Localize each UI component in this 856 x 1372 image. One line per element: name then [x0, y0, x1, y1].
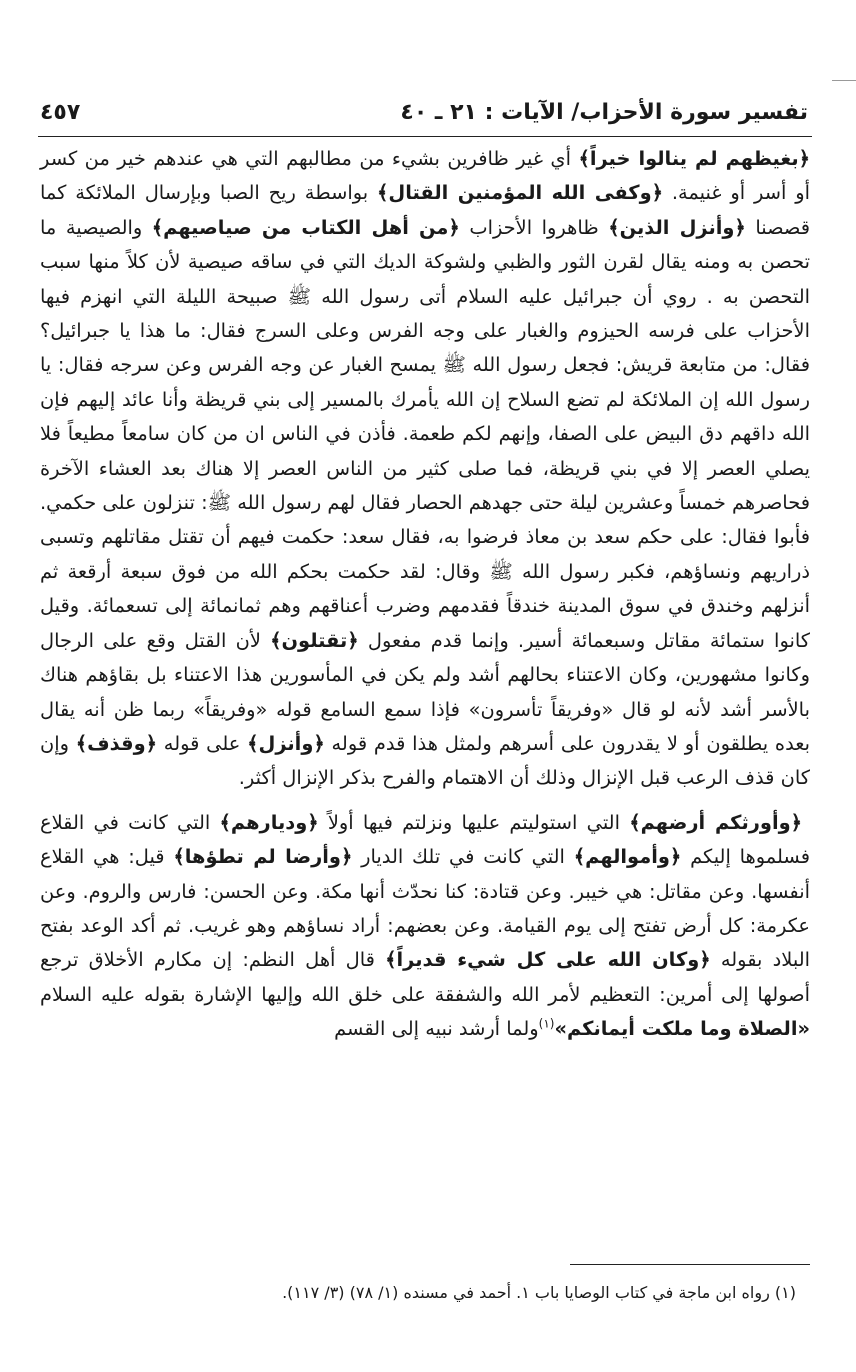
text-run: وإن كان قذف الرعب قبل الإنزال وذلك أن الاهتمام والفرح بذكر الإنزال أكثر.	[40, 731, 810, 790]
text-run: والصيصية ما تحصن به ومنه يقال لقرن الثور والظبي ولشوكة الديك التي في ساقه صيصية لأن كلاً منها سبب التحصن به . روي أن جبرائيل عليه السلام أتى رسول الله ﷺ صبيحة الليلة التي انهزم فيها الأحزاب على فرسه الحيزوم والغبار على وجه الفرس وعلى السرج فقال: ما هذا يا جبرائيل؟ فقال: من متابعة قريش: فجعل رسول الله ﷺ يمسح الغبار عن وجه الفرس وعن سرجه فقال: يا رسول الله إن الملائكة لم تضع السلاح إن الله يأمرك بالمسير إلى بني قريظة وأنا عائد إليهم فإن الله داقهم دق البيض على الصفا، وإنهم لكم طعمة. فأذن في الناس ان من كان سامعاً مطيعاً فلا يصلي العصر إلا في بني قريظة، فما صلى كثير من الناس العصر إلا هناك بعد العشاء الآخرة فحاصرهم خمساً وعشرين ليلة حتى جهدهم الحصار فقال لهم رسول الله ﷺ: تنزلون على حكمي. فأبوا فقال: على حكم سعد بن معاذ فرضوا به، فقال سعد: حكمت فيهم أن تقتل مقاتلهم وتسبى ذراريهم ونساؤهم، فكبر رسول الله ﷺ وقال: لقد حكمت بحكم الله من فوق سبعة أرقعة ثم أنزلهم وخندق في سوق المدينة خندقاً فقدمهم وضرب أعناقهم وهم ثمانمائة إلى تسعمائة. وقيل كانوا ستمائة مقاتل وسبعمائة أسير. وإنما قدم مفعول	[40, 215, 810, 652]
text-run: ولما أرشد نبيه إلى القسم	[334, 1017, 539, 1041]
text-run: التي استوليتم عليها ونزلتم فيها أولاً	[318, 810, 630, 834]
text-run: التي كانت في تلك الديار	[352, 845, 574, 869]
text-run: أي غير ظافرين بشيء من مطالبهم التي هي عندهم خير من كسر أو أسر أو غنيمة.	[40, 147, 810, 205]
quran-quote: ﴿وأورثكم أرضهم﴾	[629, 810, 802, 834]
quran-quote: ﴿من أهل الكتاب من صياصيهم﴾	[151, 215, 460, 239]
hadith-quote: «الصلاة وما ملكت أيمانكم»	[554, 1017, 810, 1041]
text-run: بواسطة ريح الصبا وبإرسال الملائكة كما قصصنا	[40, 181, 810, 239]
running-title: تفسير سورة الأحزاب/ الآيات : ٢١ ـ ٤٠	[400, 100, 808, 125]
quran-quote: ﴿وأموالهم﴾	[573, 845, 682, 869]
text-run: على قوله	[157, 731, 248, 755]
margin-mark	[832, 80, 856, 81]
page-header	[40, 96, 808, 136]
quran-quote: ﴿بغيظهم لم ينالوا خيراً﴾	[578, 147, 810, 170]
paragraph-1	[40, 142, 810, 796]
footnote: (١) رواه ابن ماجة في كتاب الوصايا باب ١. أحمد في مسنده (١/ ٧٨) (٣/ ١١٧).	[282, 1283, 796, 1302]
text-run: لأن القتل وقع على الرجال وكانوا مشهورين، وكان الاعتناء بحالهم أشد ولم يكن في المأسورين هذا الاعتناء بل بقاؤهم هناك بالأسر أشد لأنه لو قال «وفريقاً تأسرون» فإذا سمع السامع قوله «وفريقاً» ربما ظن أنه يقال بعده يطلقون أو لا يقدرون على أسرهم ولمثل هذا قدم قوله	[40, 628, 811, 755]
page-number: ٤٥٧	[40, 100, 81, 125]
main-text	[40, 142, 810, 1047]
quran-quote: ﴿وأنزل الذين﴾	[608, 215, 746, 239]
quran-quote: ﴿وقذف﴾	[75, 731, 157, 755]
quran-quote: ﴿وأنزل﴾	[247, 731, 325, 755]
quran-quote: ﴿وكان الله على كل شيء قديراً﴾	[385, 948, 711, 972]
quran-quote: ﴿وكفى الله المؤمنين القتال﴾	[377, 181, 663, 205]
text-run: قال أهل النظم: إن مكارم الأخلاق ترجع أصولها إلى أمرين: التعظيم لأمر الله والشفقة على خلق الله وإليها الإشارة بقوله عليه السلام	[40, 948, 810, 1006]
paragraph-2	[40, 806, 810, 1047]
footnote-rule	[570, 1264, 810, 1265]
quran-quote: ﴿وديارهم﴾	[219, 810, 319, 834]
quran-quote: ﴿تقتلون﴾	[270, 628, 359, 652]
text-run: ظاهروا الأحزاب	[459, 215, 609, 239]
text-run: قيل: هي القلاع أنفسها. وعن مقاتل: هي خيبر. وعن قتادة: كنا نحدّث أنها مكة. وعن الحسن: فارس والروم. وعن عكرمة: كل أرض تفتح إلى يوم القيامة. وعن بعضهم: أراد نساؤهم وهو غريب. ثم أكد الوعد بفتح البلاد بقوله	[40, 845, 810, 972]
quran-quote: ﴿وأرضا لم تطؤها﴾	[173, 845, 353, 869]
header-rule	[38, 136, 812, 137]
footnote-reference[interactable]: (١)	[538, 1016, 555, 1031]
text-run: التي كانت في القلاع فسلموها إليكم	[40, 810, 810, 869]
